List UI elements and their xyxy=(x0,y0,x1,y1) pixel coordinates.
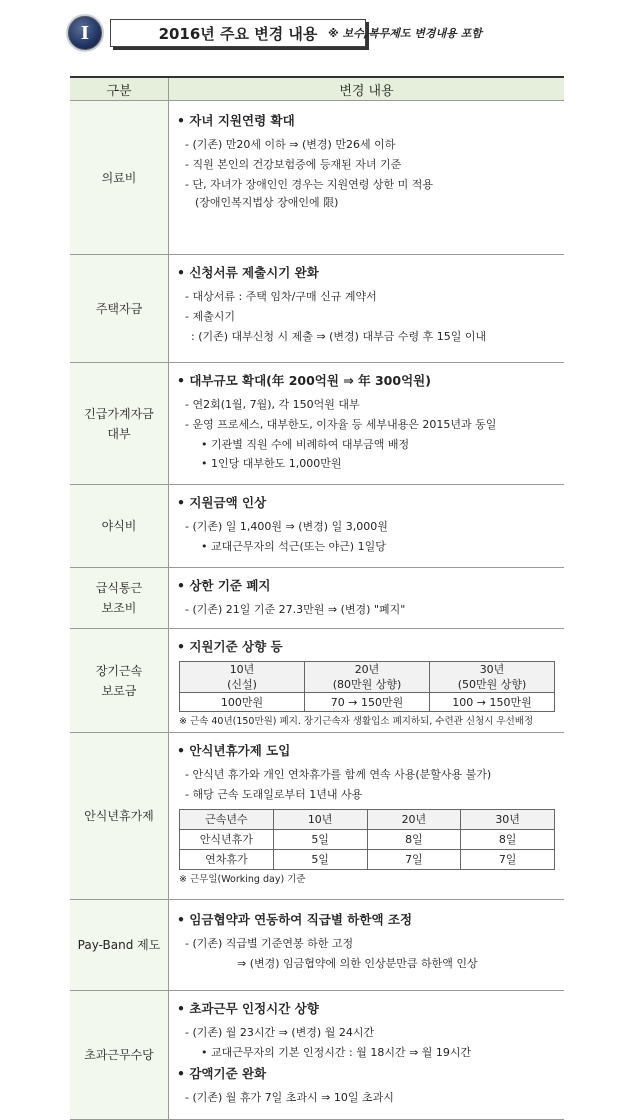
content-cell xyxy=(169,991,565,1120)
item-line: - 운영 프로세스, 대부한도, 이자율 등 세부내용은 2015년과 동일 xyxy=(185,418,497,431)
item-line: - 해당 근속 도래일로부터 1년내 사용 xyxy=(185,788,363,801)
category-cell: 초과근무수당 xyxy=(70,991,169,1120)
header-note: ※ 보수,복무제도 변경내용 포함 xyxy=(328,27,482,40)
header-note: (신설) xyxy=(227,678,257,691)
table-note: ※ 근무일(Working day) 기준 xyxy=(179,874,306,885)
category-cell: Pay-Band 제도 xyxy=(70,900,169,991)
table-header-cell xyxy=(430,662,555,693)
item-title: • 대부규모 확대(年 200억원 ⇒ 年 300억원) xyxy=(177,371,558,391)
table-row xyxy=(180,662,555,693)
content-cell xyxy=(169,255,565,363)
header-year: 20년 xyxy=(354,663,380,676)
table-header-cell xyxy=(305,662,430,693)
content-cell xyxy=(169,900,565,991)
table-cell: 100 → 150만원 xyxy=(430,693,555,712)
table-cell: 100만원 xyxy=(180,693,305,712)
item-title: • 신청서류 제출시기 완화 xyxy=(177,263,558,283)
item-line: - 대상서류 : 주택 임차/구매 신규 계약서 xyxy=(185,290,377,303)
item-subline: • 1인당 대부한도 1,000만원 xyxy=(177,454,558,473)
section-header xyxy=(66,14,586,54)
item-line: - (기존) 일 1,400원 ⇒ (변경) 일 3,000원 xyxy=(185,520,388,533)
item-title: • 지원금액 인상 xyxy=(177,493,558,513)
item-subline: • 교대근무자의 기본 인정시간 : 월 18시간 ⇒ 월 19시간 xyxy=(177,1043,558,1062)
item-line: ⇒ (변경) 임금협약에 의한 인상분만큼 하한액 인상 xyxy=(237,957,478,970)
table-row xyxy=(180,850,555,870)
table-cell: 5일 xyxy=(273,850,367,870)
table-row xyxy=(180,830,555,850)
content-cell xyxy=(169,101,565,255)
content-cell xyxy=(169,733,565,900)
row-long-service xyxy=(70,629,564,733)
item-title: • 감액기준 완화 xyxy=(177,1064,558,1084)
header-year: 30년 xyxy=(479,663,505,676)
row-overtime xyxy=(70,991,564,1120)
roman-numeral-badge: I xyxy=(66,14,104,52)
sabbatical-table xyxy=(179,809,555,870)
category-line: 대부 xyxy=(107,426,131,441)
table-header-cell: 근속년수 xyxy=(180,810,274,830)
item-line: - 직원 본인의 건강보험증에 등재된 자녀 기준 xyxy=(185,158,402,171)
item-title: • 임금협약과 연동하여 직급별 하한액 조정 xyxy=(177,910,558,930)
category-cell xyxy=(70,363,169,485)
content-cell xyxy=(169,363,565,485)
table-cell: 안식년휴가 xyxy=(180,830,274,850)
content-cell xyxy=(169,629,565,733)
table-cell: 7일 xyxy=(461,850,555,870)
table-cell: 연차휴가 xyxy=(180,850,274,870)
row-housing xyxy=(70,255,564,363)
item-line: (장애인복지법상 장애인에 限) xyxy=(195,196,339,209)
item-line: - 안식년 휴가와 개인 연차휴가를 함께 연속 사용(분할사용 불가) xyxy=(185,768,492,781)
table-cell: 70 → 150만원 xyxy=(305,693,430,712)
row-meal-commute xyxy=(70,568,564,629)
item-line: - (기존) 21일 기준 27.3만원 ⇒ (변경) "폐지" xyxy=(185,603,406,616)
changes-table xyxy=(70,76,564,1120)
table-row xyxy=(180,693,555,712)
item-line: - 제출시기 xyxy=(185,310,235,323)
table-cell: 8일 xyxy=(367,830,461,850)
row-night-meal xyxy=(70,485,564,568)
header-note: (50만원 상향) xyxy=(457,678,527,691)
row-emergency-loan xyxy=(70,363,564,485)
item-subline: • 교대근무자의 석근(또는 야근) 1일당 xyxy=(177,537,558,556)
item-title: • 상한 기준 폐지 xyxy=(177,576,558,596)
table-header-cell xyxy=(180,662,305,693)
category-cell: 야식비 xyxy=(70,485,169,568)
item-line: - (기존) 월 23시간 ⇒ (변경) 월 24시간 xyxy=(185,1026,375,1039)
row-payband xyxy=(70,900,564,991)
item-line: - 단, 자녀가 장애인인 경우는 지원연령 상한 미 적용 xyxy=(185,178,433,191)
category-line: 급식통근 xyxy=(95,581,143,595)
category-cell: 의료비 xyxy=(70,101,169,255)
item-line: - (기존) 만20세 이하 ⇒ (변경) 만26세 이하 xyxy=(185,138,396,151)
item-line: - (기존) 월 휴가 7일 초과시 ⇒ 10일 초과시 xyxy=(185,1091,394,1104)
category-line: 긴급가계자금 xyxy=(84,406,154,421)
column-header-content: 변경 내용 xyxy=(169,77,565,101)
content-cell xyxy=(169,568,565,629)
header-year: 10년 xyxy=(229,663,255,676)
row-medical xyxy=(70,101,564,255)
header-note: (80만원 상향) xyxy=(332,678,402,691)
item-title: • 안식년휴가제 도입 xyxy=(177,741,558,761)
category-line: 보조비 xyxy=(101,601,137,615)
item-title: • 초과근무 인정시간 상향 xyxy=(177,999,558,1019)
category-cell: 안식년휴가제 xyxy=(70,733,169,900)
table-header-cell: 10년 xyxy=(273,810,367,830)
item-title: • 자녀 지원연령 확대 xyxy=(177,111,558,131)
category-cell: 주택자금 xyxy=(70,255,169,363)
category-cell xyxy=(70,629,169,733)
category-line: 장기근속 xyxy=(95,663,143,678)
item-line: : (기존) 대부신청 시 제출 ⇒ (변경) 대부금 수령 후 15일 이내 xyxy=(191,330,487,343)
column-header-category: 구분 xyxy=(70,77,169,101)
table-note: ※ 근속 40년(150만원) 폐지. 장기근속자 생활입소 폐지하되, 수련관 신청시 우선배정 xyxy=(179,716,534,727)
item-line: - 연2회(1월, 7월), 각 150억원 대부 xyxy=(185,398,360,411)
table-cell: 7일 xyxy=(367,850,461,870)
category-cell xyxy=(70,568,169,629)
content-cell xyxy=(169,485,565,568)
row-sabbatical xyxy=(70,733,564,900)
table-header-cell: 30년 xyxy=(461,810,555,830)
table-header-cell: 20년 xyxy=(367,810,461,830)
page-title: 2016년 주요 변경 내용 xyxy=(110,19,366,47)
long-service-table xyxy=(179,661,555,712)
item-title: • 지원기준 상향 등 xyxy=(177,637,558,657)
item-subline: • 기관별 직원 수에 비례하여 대부금액 배정 xyxy=(177,435,558,454)
item-line: - (기존) 직급별 기준연봉 하한 고정 xyxy=(185,937,354,950)
table-cell: 8일 xyxy=(461,830,555,850)
table-row xyxy=(180,810,555,830)
table-cell: 5일 xyxy=(273,830,367,850)
category-line: 보로금 xyxy=(101,683,137,698)
